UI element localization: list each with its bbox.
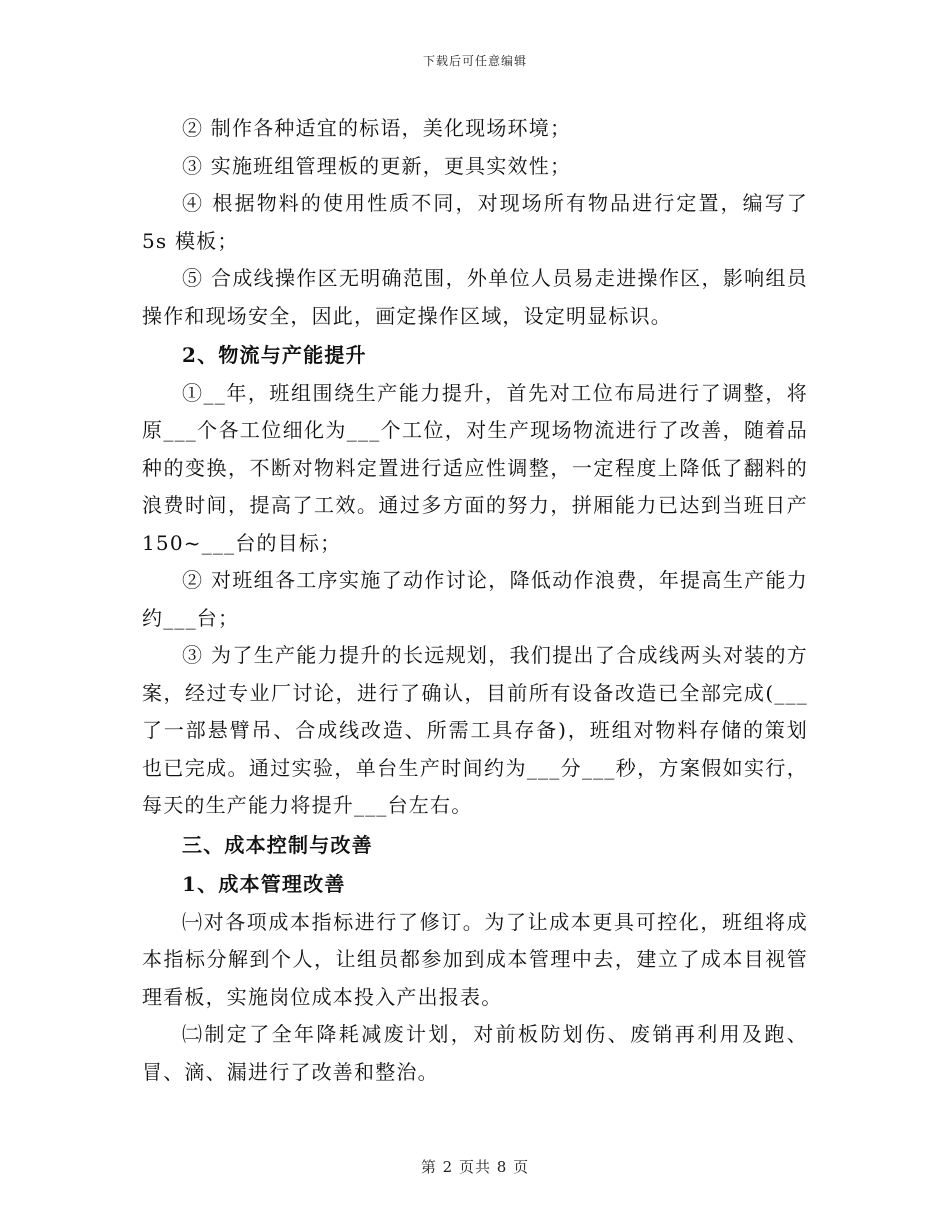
page-number: 第 2 页共 8 页	[420, 1158, 530, 1176]
paragraph: ⑤ 合成线操作区无明确范围，外单位人员易走进操作区，影响组员操作和现场安全，因此，画定操作区域，设定明显标识。	[142, 266, 808, 328]
page-header: 下载后可任意编辑	[422, 54, 527, 68]
paragraph: ①__年，班组围绕生产能力提升，首先对工位布局进行了调整，将原___个各工位细化为___个工位，对生产现场物流进行了改善，随着品种的变换，不断对物料定置进行适应性调整，一定程度上降低了翻料的浪费时间，提高了工效。通过多方面的努力，拼厢能力已达到当班日产 150~___台的目标；	[142, 380, 808, 555]
paragraph: ② 对班组各工序实施了动作讨论，降低动作浪费，年提高生产能力约___台；	[142, 568, 808, 630]
paragraph: ③ 实施班组管理板的更新，更具实效性；	[182, 153, 572, 178]
section-heading: 2、物流与产能提升	[182, 343, 367, 367]
section-heading: 三、成本控制与改善	[182, 832, 373, 857]
paragraph: ② 制作各种适宜的标语，美化现场环境；	[182, 116, 572, 140]
document-body	[142, 110, 808, 1091]
paragraph: ④ 根据物料的使用性质不同，对现场所有物品进行定置，编写了5s 模板；	[142, 191, 808, 253]
paragraph: ③ 为了生产能力提升的长远规划，我们提出了合成线两头对装的方案，经过专业厂讨论，进行了确认，目前所有设备改造已全部完成(___了一部悬臂吊、合成线改造、所需工具存备)，班组对物料存储的策划也已完成。通过实验，单台生产时间约为___分___秒，方案假如实行，每天的生产能力将提升___台左右。	[142, 643, 808, 817]
subsection-heading: 1、成本管理改善	[182, 872, 346, 896]
paragraph: ㈡制定了全年降耗减废计划，对前板防划伤、废销再利用及跑、冒、滴、漏进行了改善和整治。	[142, 1022, 808, 1084]
paragraph: ㈠对各项成本指标进行了修订。为了让成本更具可控化，班组将成本指标分解到个人，让组员都参加到成本管理中去，建立了成本目视管理看板，实施岗位成本投入产出报表。	[142, 909, 808, 1009]
